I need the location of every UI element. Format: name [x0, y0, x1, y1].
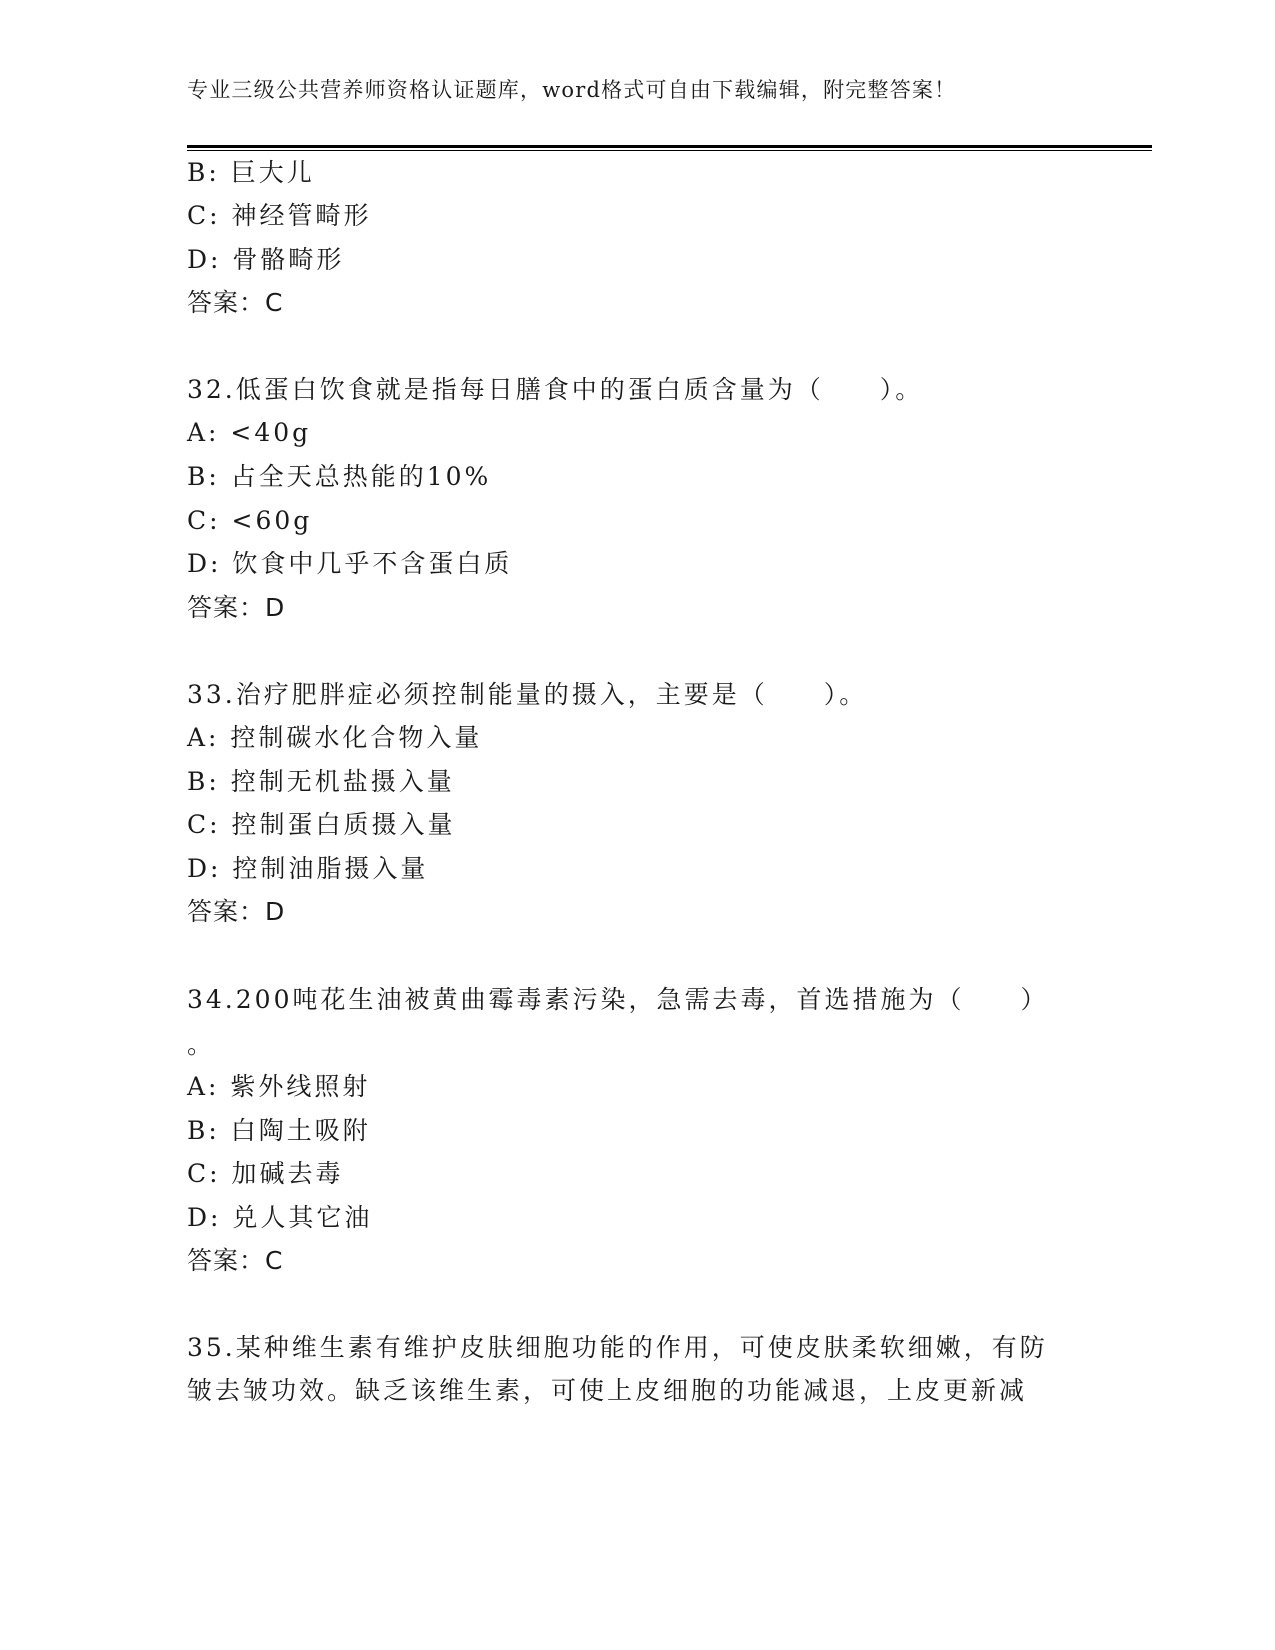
header-rule-thin: [187, 150, 1152, 151]
question-stem-continuation: 。: [187, 1030, 216, 1059]
option-a: A: 控制碳水化合物入量: [187, 723, 483, 752]
answer: 答案：C: [187, 1246, 284, 1275]
option-d: D: 饮食中几乎不含蛋白质: [187, 549, 513, 578]
option-c: C: 控制蛋白质摄入量: [187, 810, 456, 839]
option-b: B: 白陶土吸附: [187, 1116, 371, 1145]
question-stem: 32.低蛋白饮食就是指每日膳食中的蛋白质含量为（ ）。: [187, 375, 924, 404]
option-d: D: 控制油脂摄入量: [187, 854, 429, 883]
page-header: 专业三级公共营养师资格认证题库，word格式可自由下载编辑，附完整答案！: [187, 78, 957, 102]
option-d: D: 骨骼畸形: [187, 245, 345, 274]
answer: 答案：C: [187, 288, 284, 317]
answer: 答案：D: [187, 593, 286, 622]
answer: 答案：D: [187, 897, 286, 926]
option-b: B: 巨大儿: [187, 158, 315, 187]
option-c: C: 加碱去毒: [187, 1159, 344, 1188]
option-b: B: 控制无机盐摄入量: [187, 767, 455, 796]
option-c: C: <60g: [187, 506, 313, 535]
option-a: A: <40g: [187, 418, 312, 447]
question-stem: 33.治疗肥胖症必须控制能量的摄入，主要是（ ）。: [187, 680, 868, 709]
header-rule-thick: [187, 145, 1152, 148]
option-a: A: 紫外线照射: [187, 1072, 371, 1101]
question-stem-line: 皱去皱功效。缺乏该维生素，可使上皮细胞的功能减退，上皮更新减: [187, 1376, 1028, 1405]
question-stem: 34.200吨花生油被黄曲霉毒素污染，急需去毒，首选措施为（ ）: [187, 985, 1049, 1014]
option-c: C: 神经管畸形: [187, 201, 372, 230]
option-d: D: 兑人其它油: [187, 1203, 373, 1232]
option-b: B: 占全天总热能的10%: [187, 462, 492, 491]
question-stem-line: 35.某种维生素有维护皮肤细胞功能的作用，可使皮肤柔软细嫩，有防: [187, 1333, 1048, 1362]
